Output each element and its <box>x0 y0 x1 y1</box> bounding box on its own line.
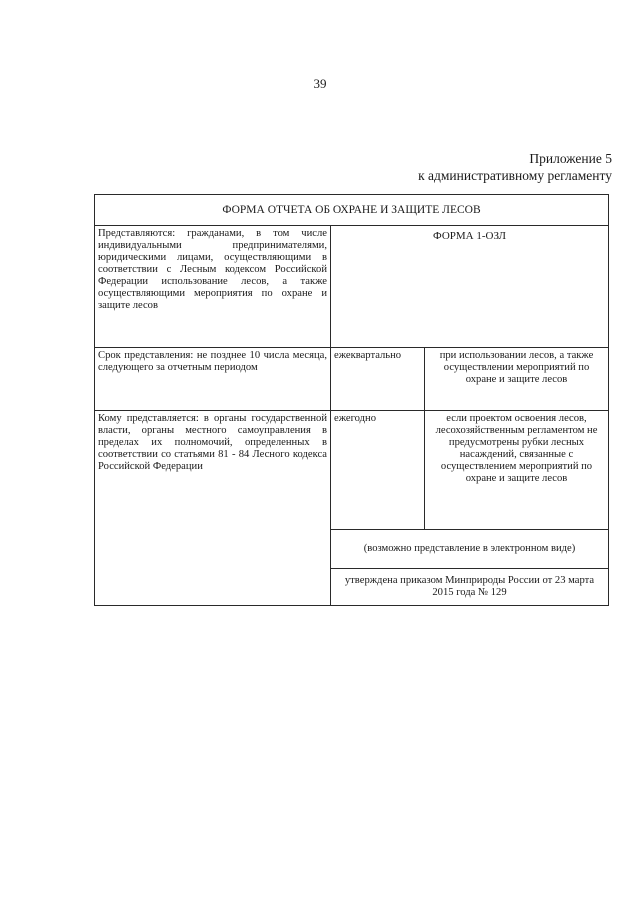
recipient-cell: Кому представляется: в органы государственной власти, органы местного самоуправления в пределах их полномочий, определенных в соответствии со статьями 81 - 84 Лесного кодекса Российской Федерации <box>95 411 331 606</box>
approval-note: утверждена приказом Минприроды России от 23 марта 2015 года № 129 <box>331 569 609 606</box>
frequency-quarterly: ежеквартально <box>331 348 425 411</box>
electronic-note: (возможно представление в электронном виде) <box>331 530 609 569</box>
appendix-title: Приложение 5 <box>529 151 612 166</box>
appendix-subtitle: к административному регламенту <box>418 168 612 183</box>
form-title: ФОРМА ОТЧЕТА ОБ ОХРАНЕ И ЗАЩИТЕ ЛЕСОВ <box>95 195 609 226</box>
annual-condition: если проектом освоения лесов, лесохозяйственным регламентом не предусмотрены рубки лесных насаждений, связанные с осуществлением мероприятий по охране и защите лесов <box>425 411 609 530</box>
frequency-annual: ежегодно <box>331 411 425 530</box>
page-number: 39 <box>313 76 327 91</box>
appendix-header <box>418 150 612 184</box>
quarterly-condition: при использовании лесов, а также осуществлении мероприятий по охране и защите лесов <box>425 348 609 411</box>
submitters-cell: Представляются: гражданами, в том числе индивидуальными предпринимателями, юридическими лицами, осуществляющими в соответствии с Лесным кодексом Российской Федерации использование лесов, а также осуществляющими мероприятия по охране и защите лесов <box>95 226 331 348</box>
form-code: ФОРМА 1-ОЗЛ <box>331 226 609 348</box>
report-form-table <box>94 194 609 606</box>
deadline-cell: Срок представления: не позднее 10 числа месяца, следующего за отчетным периодом <box>95 348 331 411</box>
